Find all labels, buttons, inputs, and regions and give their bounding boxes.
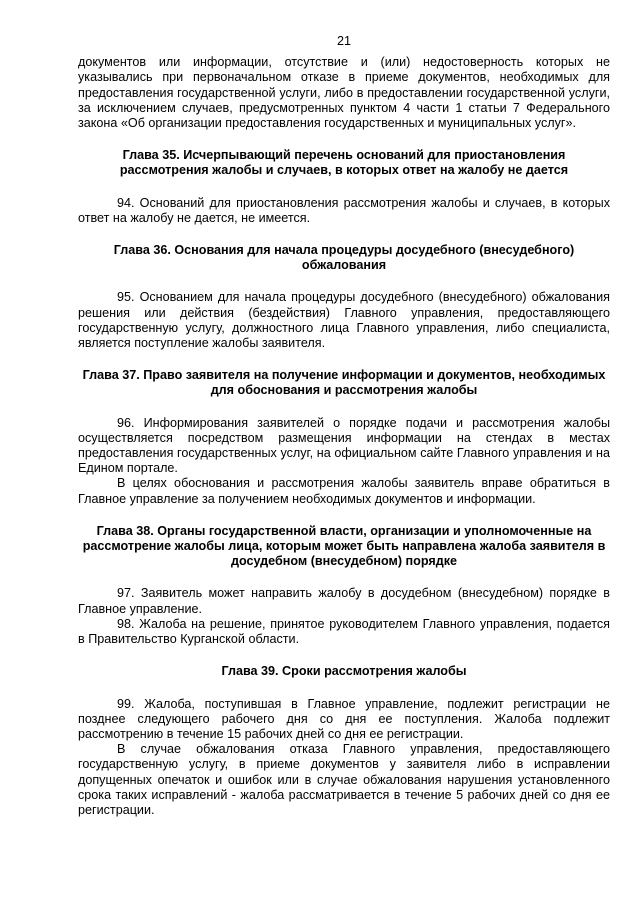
chapter-38-heading: Глава 38. Органы государственной власти, организации и уполномоченные на рассмотрение жалобы лица, которым может быть направлена жалоба заявителя в досудебном (внесудебном) порядке xyxy=(82,523,606,569)
paragraph-96: 96. Информирования заявителей о порядке подачи и рассмотрения жалобы осуществляется посредством размещения информации на стендах в местах предоставления государственных услуг, на официальном сайте Главного управления и на Едином портале. xyxy=(78,415,610,476)
paragraph-95: 95. Основанием для начала процедуры досудебного (внесудебного) обжалования решения или действия (бездействия) Главного управления, предоставляющего государственную услугу, должностного лица Главного управления, либо специалиста, является поступление жалобы заявителя. xyxy=(78,290,610,351)
intro-paragraph: документов или информации, отсутствие и (или) недостоверность которых не указывались при первоначальном отказе в приеме документов, необходимых для предоставления государственной услуги, либо в предоставлении государственной услуги, за исключением случаев, предусмотренных пунктом 4 части 1 статьи 7 Федерального закона «Об организации предоставления государственных и муниципальных услуг». xyxy=(78,55,610,131)
paragraph-96-continued: В целях обоснования и рассмотрения жалобы заявитель вправе обратиться в Главное управление за получением необходимых документов и информации. xyxy=(78,476,610,506)
chapter-36-heading: Глава 36. Основания для начала процедуры досудебного (внесудебного) обжалования xyxy=(113,243,575,273)
page-number: 21 xyxy=(336,34,351,48)
chapter-39-heading: Глава 39. Сроки рассмотрения жалобы xyxy=(221,664,467,679)
paragraph-98: 98. Жалоба на решение, принятое руководителем Главного управления, подается в Правительство Курганской области. xyxy=(78,616,610,647)
paragraph-99: 99. Жалоба, поступившая в Главное управление, подлежит регистрации не позднее следующего рабочего дня со дня ее поступления. Жалоба подлежит рассмотрению в течение 15 рабочих дней со дня ее регистрации. xyxy=(78,696,610,741)
paragraph-94: 94. Оснований для приостановления рассмотрения жалобы и случаев, в которых ответ на жалобу не дается, не имеется. xyxy=(78,195,610,225)
chapter-37-heading: Глава 37. Право заявителя на получение информации и документов, необходимых для обоснования и рассмотрения жалобы xyxy=(82,368,606,398)
paragraph-99-continued: В случае обжалования отказа Главного управления, предоставляющего государственную услугу, в приеме документов у заявителя либо в исправлении допущенных опечаток и ошибок или в случае обжалования нарушения установленного срока таких исправлений - жалоба рассматривается в течение 5 рабочих дней со дня ее регистрации. xyxy=(78,742,610,817)
paragraph-97: 97. Заявитель может направить жалобу в досудебном (внесудебном) порядке в Главное управление. xyxy=(78,586,610,616)
document-page xyxy=(78,34,610,818)
chapter-35-heading: Глава 35. Исчерпывающий перечень оснований для приостановления рассмотрения жалобы и случаев, в которых ответ на жалобу не дается xyxy=(119,148,569,178)
